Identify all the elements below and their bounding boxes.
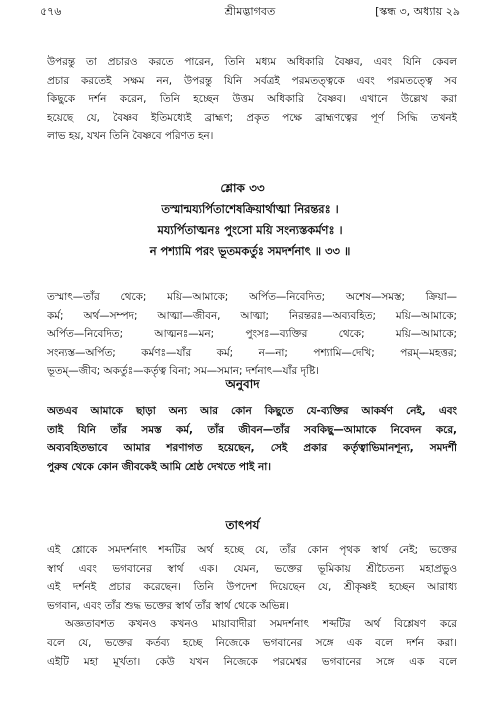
text-line: বলে যে, ভক্তের কর্তব্য হচ্ছে নিজেকে ভগবানের সঙ্গে এক বলে দর্শন করা।	[47, 636, 457, 649]
text-line: স্বার্থ এবং ভগবানের স্বার্থ এক। যেমন, ভক্তের ভূমিকায় শ্রীচৈতন্য মহাপ্রভুও	[47, 562, 457, 575]
text-line: অতএব আমাকে ছাড়া অন্য আর কোন কিছুতে যে-ব্যক্তির আকর্ষণ নেই, এবং	[47, 405, 457, 417]
text-line: তাই যিনি তাঁর সমস্ত কর্ম, তাঁর জীবন—তাঁর সবকিছু—আমাকে নিবেদন করে,	[47, 423, 457, 436]
running-header	[40, 3, 460, 21]
synonyms-paragraph	[47, 288, 457, 381]
purport-paragraph	[47, 541, 457, 671]
sanskrit-verse	[40, 199, 460, 262]
intro-paragraph	[47, 53, 457, 146]
text-line: এইটি মহা মূর্খতা। কেউ যখন নিজেকে পরমেশ্বর ভগবানের সঙ্গে এক বলে	[47, 655, 457, 668]
text-line: অর্পিত—নিবেদিত; আত্মনঃ—মন; পুংসঃ—ব্যক্তির থেকে; ময়ি—আমাকে;	[47, 328, 457, 341]
text-line: কিছুকে দর্শন করেন, তিনি হচ্ছেন উত্তম অধিকারি বৈষ্ণব। এখানে উল্লেখ করা	[47, 93, 457, 106]
text-line: তস্মাৎ—তাঁর থেকে; ময়ি—আমাকে; অর্পিত—নিবেদিত; অশেষ—সমস্ত; ক্রিয়া—	[47, 291, 457, 303]
verse-line: ময্যর্পিতাত্মনঃ পুংসো ময়ি সংন্যস্তকর্মণঃ ।	[157, 223, 343, 237]
text-line: এই দর্শনই প্রচার করেছেন। তিনি উপদেশ দিয়েছেন যে, শ্রীকৃষ্ণই হচ্ছেন আরাধ্য	[47, 581, 457, 594]
text-line: ভগবান, এবং তাঁর শুদ্ধ ভক্তের স্বার্থ তাঁর স্বার্থ থেকে অভিন্ন।	[47, 599, 289, 612]
text-line: কর্ম; অর্থ—সম্পদ; আত্মা—জীবন, আত্মা; নিরন্তরঃ—অব্যবহিত; ময়ি—আমাকে;	[47, 309, 457, 322]
book-title: শ্রীমদ্ভাগবত	[224, 5, 276, 18]
verse-heading: শ্লোক ৩৩	[220, 181, 265, 195]
translation-paragraph	[47, 402, 457, 476]
purport-heading: তাৎপর্য	[225, 518, 260, 532]
text-line: পুরুষ থেকে কোন জীবকেই আমি শ্রেষ্ঠ দেখতে পাই না।	[47, 460, 271, 473]
text-line: লাভ হয়, যখন তিনি বৈষ্ণবে পরিণত হন।	[47, 130, 214, 143]
text-line: ভূতম্—জীব; অকর্তুঃ—কর্তৃত্ব বিনা; সম—সমান; দর্শনাৎ—যাঁর দৃষ্টি।	[47, 365, 319, 378]
text-line: হয়েছে যে, বৈষ্ণব ইতিমধ্যেই ব্রাহ্মণ; প্রকৃত পক্ষে ব্রাহ্মণত্বের পূর্ণ সিদ্ধি তখনই	[47, 111, 457, 124]
text-line: এই শ্লোকে সমদর্শনাৎ শব্দটির অর্থ হচ্ছে যে, তাঁর কোন পৃথক স্বার্থ নেই; ভক্তের	[47, 544, 457, 556]
text-line: প্রচার করতেই সক্ষম নন, উপরন্তু যিনি সর্বত্রই পরমতত্ত্বকে এবং পরমতত্ত্বে সব	[47, 74, 457, 87]
chapter-reference: [স্কন্ধ ৩, অধ্যায় ২৯	[375, 5, 460, 18]
text-line: সংন্যস্ত—অর্পিত; কর্মণঃ—যাঁর কর্ম; ন—না; পশ্যামি—দেখি; পরম্—মহত্তর;	[47, 346, 457, 359]
page-number: ৫৭৬	[40, 5, 62, 18]
text-line: অব্যবহিতভাবে আমার শরণাগত হয়েছেন, সেই প্রকার কর্তৃত্বাভিমানশূন্য, সমদর্শী	[47, 442, 457, 455]
text-line: অজ্ঞতাবশত কখনও কখনও মায়াবাদীরা সমদর্শনাৎ শব্দটির অর্থ বিশ্লেষণ করে	[65, 618, 457, 631]
translation-heading: অনুবাদ	[225, 377, 260, 391]
verse-line: তস্মান্ময্যর্পিতাশেষক্রিয়ার্থাত্মা নিরন্তরঃ ।	[161, 202, 339, 216]
verse-line: ন পশ্যামি পরং ভূতমকর্তুঃ সমদর্শনাৎ ॥ ৩৩ ॥	[149, 244, 351, 258]
text-line: উপরন্তু তা প্রচারও করতে পারেন, তিনি মধ্যম অধিকারি বৈষ্ণব, এবং যিনি কেবল	[47, 56, 457, 68]
